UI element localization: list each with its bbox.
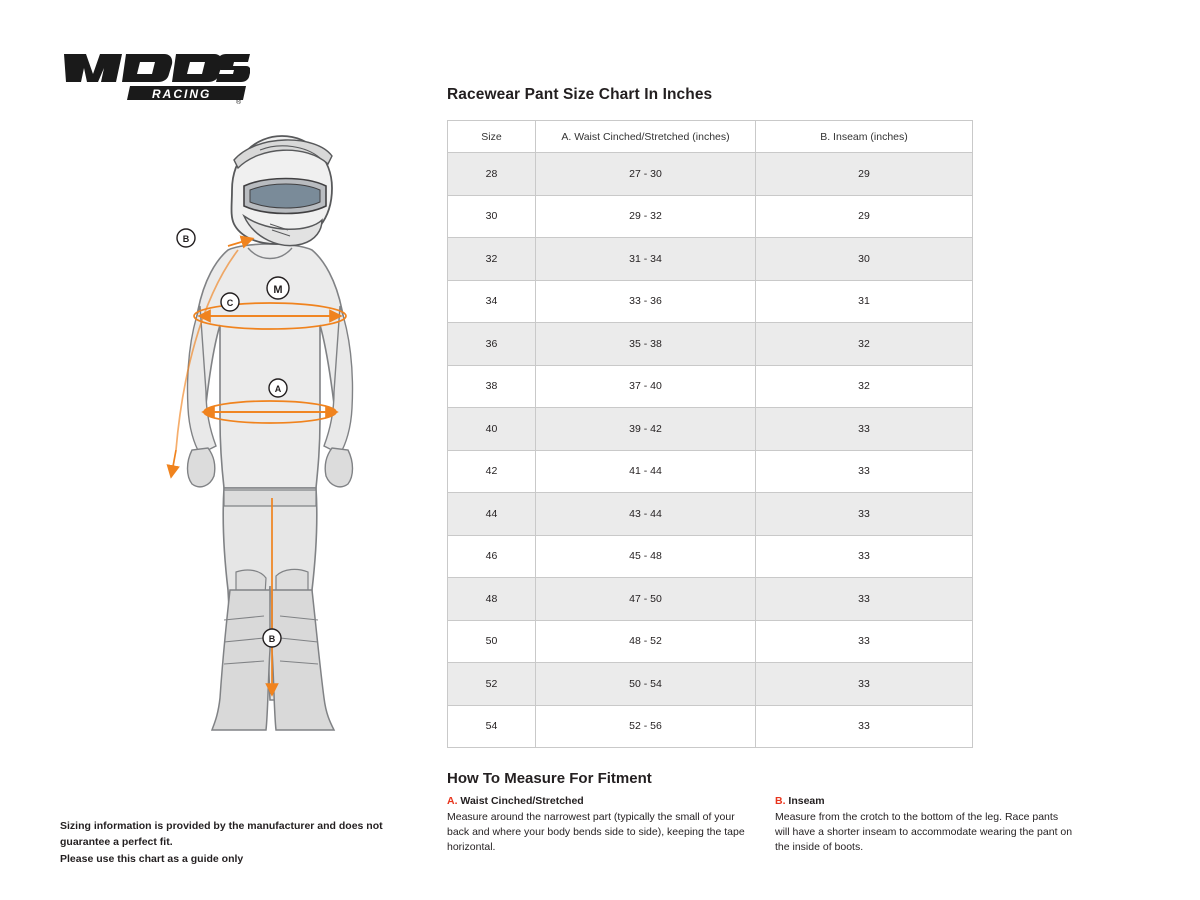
cell-inseam: 30 [756, 238, 973, 281]
page-title: Racewear Pant Size Chart In Inches [447, 86, 713, 103]
svg-text:A: A [274, 384, 282, 394]
marker-a [269, 379, 287, 397]
cell-inseam: 33 [756, 493, 973, 536]
cell-inseam: 33 [756, 450, 973, 493]
how-to-measure-item-inseam [775, 795, 1075, 856]
marker-c [221, 293, 239, 311]
cell-size: 52 [448, 663, 536, 706]
cell-inseam: 31 [756, 280, 973, 323]
cell-inseam: 33 [756, 578, 973, 621]
table-row [448, 323, 973, 366]
table-row [448, 153, 973, 196]
svg-text:M: M [273, 284, 283, 296]
howto-letter: B. [775, 795, 786, 807]
cell-waist: 29 - 32 [536, 195, 756, 238]
cell-waist: 43 - 44 [536, 493, 756, 536]
size-chart-panel [447, 86, 1073, 856]
cell-waist: 52 - 56 [536, 705, 756, 748]
trademark-symbol: ® [236, 99, 242, 106]
howto-body: Measure from the crotch to the bottom of the leg. Race pants will have a shorter inseam to accommodate wearing the pant on the inside of boots. [775, 811, 1073, 854]
cell-size: 48 [448, 578, 536, 621]
sizing-disclaimer [60, 818, 430, 867]
cell-waist: 33 - 36 [536, 280, 756, 323]
cell-size: 42 [448, 450, 536, 493]
cell-size: 50 [448, 620, 536, 663]
cell-waist: 41 - 44 [536, 450, 756, 493]
cell-size: 32 [448, 238, 536, 281]
cell-waist: 31 - 34 [536, 238, 756, 281]
marker-b-top [177, 229, 195, 247]
rider-body-shape [188, 244, 353, 730]
table-row [448, 663, 973, 706]
cell-waist: 27 - 30 [536, 153, 756, 196]
cell-inseam: 33 [756, 620, 973, 663]
svg-text:RACING: RACING [152, 87, 212, 101]
cell-inseam: 33 [756, 535, 973, 578]
marker-moose [267, 277, 289, 299]
cell-waist: 48 - 52 [536, 620, 756, 663]
cell-waist: 39 - 42 [536, 408, 756, 451]
helmet-shape [232, 136, 333, 246]
howto-heading [447, 795, 747, 807]
cell-inseam: 33 [756, 705, 973, 748]
how-to-measure-section [447, 770, 1077, 856]
table-row [448, 450, 973, 493]
cell-size: 36 [448, 323, 536, 366]
table-row [448, 535, 973, 578]
cell-waist: 35 - 38 [536, 323, 756, 366]
cell-inseam: 33 [756, 408, 973, 451]
table-header-row [448, 121, 973, 153]
moose-racing-logo-icon [60, 48, 250, 110]
cell-inseam: 29 [756, 153, 973, 196]
cell-size: 46 [448, 535, 536, 578]
cell-inseam: 33 [756, 663, 973, 706]
cell-inseam: 32 [756, 365, 973, 408]
cell-size: 44 [448, 493, 536, 536]
svg-text:B: B [268, 634, 276, 644]
cell-size: 38 [448, 365, 536, 408]
svg-text:C: C [226, 298, 234, 308]
disclaimer-line-2: Please use this chart as a guide only [60, 852, 244, 865]
cell-waist: 37 - 40 [536, 365, 756, 408]
cell-size: 28 [448, 153, 536, 196]
table-row [448, 620, 973, 663]
cell-waist: 47 - 50 [536, 578, 756, 621]
cell-size: 34 [448, 280, 536, 323]
table-row [448, 195, 973, 238]
cell-inseam: 32 [756, 323, 973, 366]
column-header-size: Size [448, 121, 536, 153]
cell-size: 54 [448, 705, 536, 748]
cell-size: 30 [448, 195, 536, 238]
table-row [448, 578, 973, 621]
howto-heading [775, 795, 1075, 807]
how-to-measure-item-waist [447, 795, 747, 856]
howto-heading-text: Waist Cinched/Stretched [460, 795, 584, 807]
disclaimer-line-1: Sizing information is provided by the manufacturer and does not guarantee a perfect fit. [60, 820, 383, 849]
svg-text:B: B [182, 234, 190, 244]
cell-waist: 50 - 54 [536, 663, 756, 706]
cell-size: 40 [448, 408, 536, 451]
cell-inseam: 29 [756, 195, 973, 238]
marker-b-bottom [263, 629, 281, 647]
size-chart-table [447, 120, 973, 748]
brand-logo [60, 48, 250, 108]
cell-waist: 45 - 48 [536, 535, 756, 578]
table-row [448, 280, 973, 323]
column-header-inseam: B. Inseam (inches) [756, 121, 973, 153]
table-row [448, 493, 973, 536]
howto-heading-text: Inseam [788, 795, 825, 807]
rider-measurement-figure [120, 120, 440, 740]
table-row [448, 365, 973, 408]
rider-illustration [120, 120, 440, 740]
howto-letter: A. [447, 795, 458, 807]
table-row [448, 238, 973, 281]
how-to-measure-title: How To Measure For Fitment [447, 770, 652, 787]
howto-body: Measure around the narrowest part (typically the small of your back and where your body bends side to side), keeping the tape horizontal. [447, 811, 745, 854]
table-row [448, 408, 973, 451]
table-row [448, 705, 973, 748]
column-header-waist: A. Waist Cinched/Stretched (inches) [536, 121, 756, 153]
